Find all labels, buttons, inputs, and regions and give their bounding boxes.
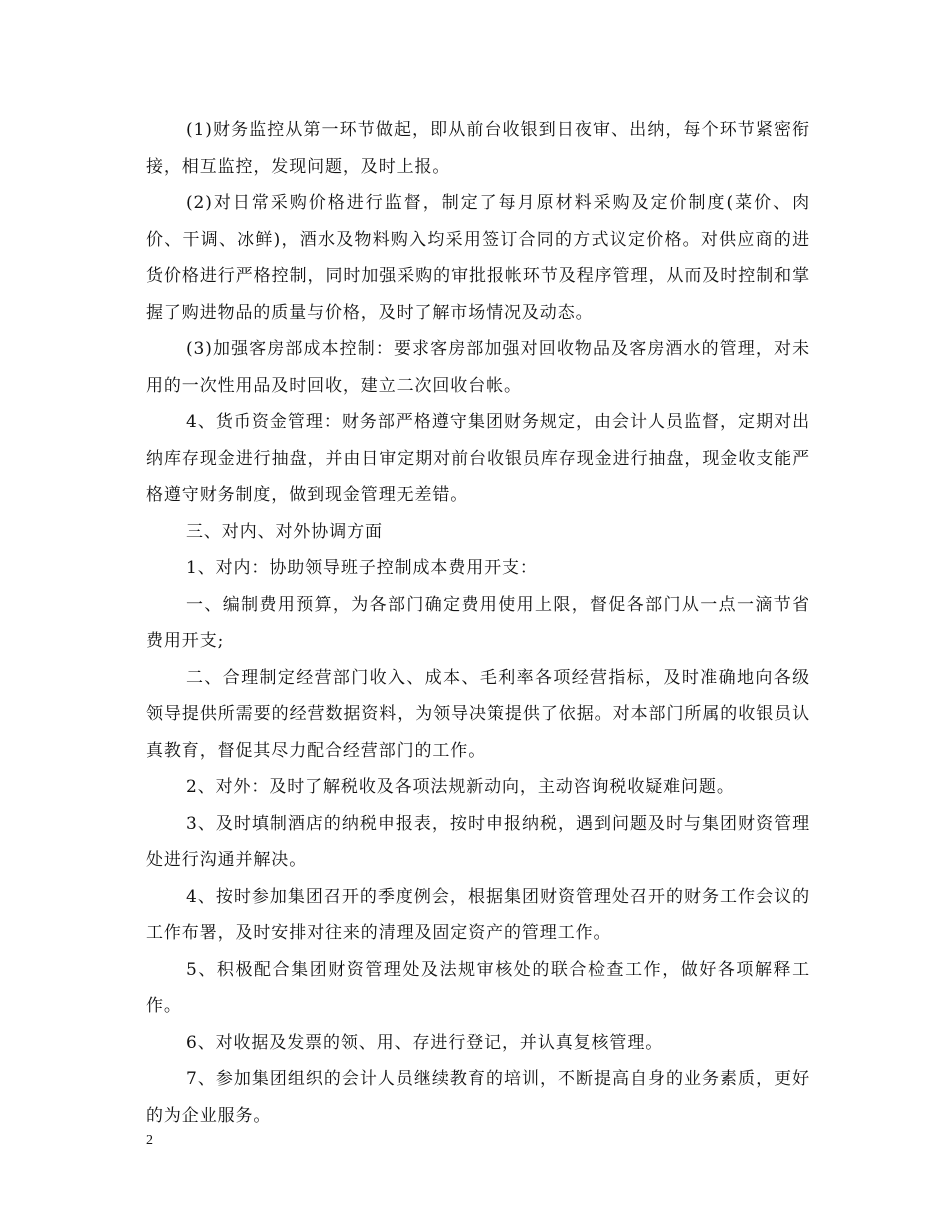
paragraph-inspection: 5、积极配合集团财资管理处及法规审核处的联合检查工作，做好各项解释工作。 (146, 959, 810, 1016)
paragraph-meeting: 4、按时参加集团召开的季度例会，根据集团财资管理处召开的财务工作会议的工作布署，及时安排对往来的清理及固定资产的管理工作。 (146, 886, 810, 943)
document-body (146, 112, 810, 1134)
paragraph-internal: 1、对内：协助领导班子控制成本费用开支： (186, 558, 538, 578)
paragraph-4: 4、货币资金管理：财务部严格遵守集团财务规定，由会计人员监督，定期对出纳库存现金进行抽盘，并由日审定期对前台收银员库存现金进行抽盘，现金收支能严格遵守财务制度，做到现金管理无差错。 (146, 412, 810, 505)
paragraph-external: 2、对外：及时了解税收及各项法规新动向，主动咨询税收疑难问题。 (186, 777, 735, 797)
paragraph-budget: 一、编制费用预算，为各部门确定费用使用上限，督促各部门从一点一滴节省费用开支; (146, 594, 810, 651)
paragraph-tax: 3、及时填制酒店的纳税申报表，按时申报纳税，遇到问题及时与集团财资管理处进行沟通并解决。 (146, 813, 810, 870)
paragraph-1: (1)财务监控从第一环节做起，即从前台收银到日夜审、出纳，每个环节紧密衔接，相互监控，发现问题，及时上报。 (146, 120, 810, 177)
paragraph-training: 7、参加集团组织的会计人员继续教育的培训，不断提高自身的业务素质，更好的为企业服务。 (146, 1069, 810, 1126)
section-heading: 三、对内、对外协调方面 (186, 521, 383, 542)
paragraph-targets: 二、合理制定经营部门收入、成本、毛利率各项经营指标，及时准确地向各级领导提供所需要的经营数据资料，为领导决策提供了依据。对本部门所属的收银员认真教育，督促其尽力配合经营部门的工作。 (146, 667, 810, 761)
paragraph-receipts: 6、对收据及发票的领、用、存进行登记，并认真复核管理。 (186, 1032, 664, 1053)
page-number: 2 (146, 1133, 153, 1148)
paragraph-3: (3)加强客房部成本控制：要求客房部加强对回收物品及客房酒水的管理，对未用的一次性用品及时回收，建立二次回收台帐。 (146, 339, 810, 396)
paragraph-2: (2)对日常采购价格进行监督，制定了每月原材料采购及定价制度(菜价、肉价、干调、冰鲜)，酒水及物料购入均采用签订合同的方式议定价格。对供应商的进货价格进行严格控制，同时加强采购的审批报帐环节及程序管理，从而及时控制和掌握了购进物品的质量与价格，及时了解市场情况及动态。 (146, 193, 810, 323)
